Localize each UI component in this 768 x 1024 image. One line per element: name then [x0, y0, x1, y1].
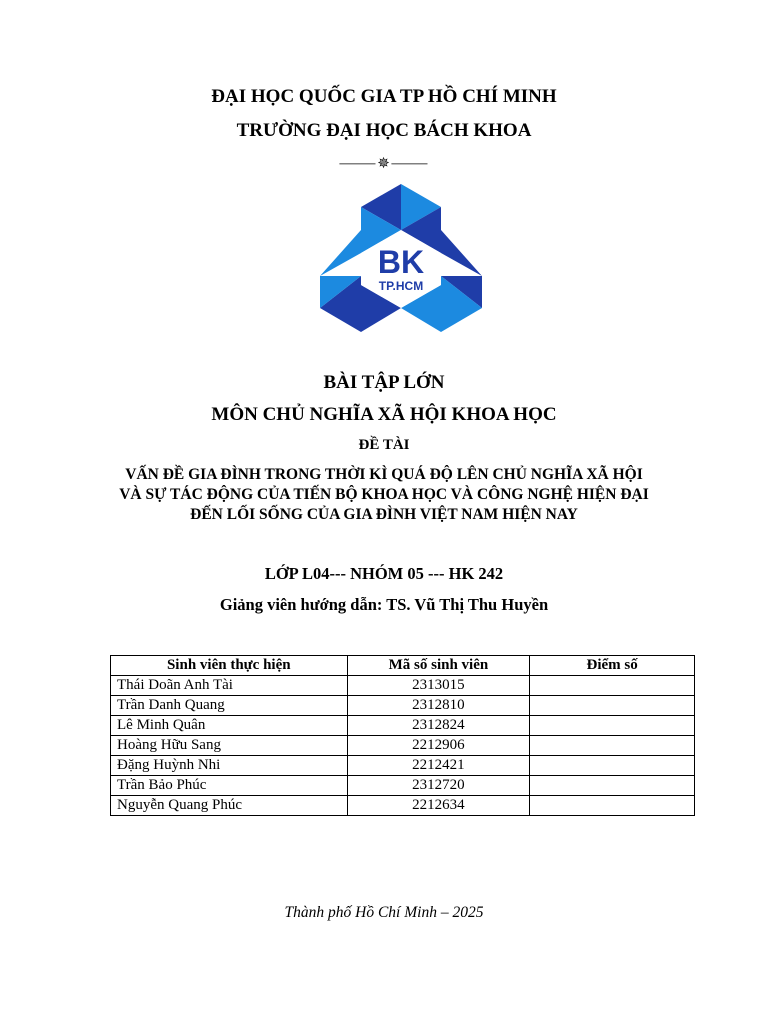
footer-location-year: Thành phố Hồ Chí Minh – 2025 — [284, 904, 484, 921]
header-score: Điểm số — [530, 656, 695, 676]
table-row — [111, 776, 695, 796]
table-row — [111, 676, 695, 696]
topic-label: ĐỀ TÀI — [358, 437, 410, 453]
student-score — [530, 756, 695, 776]
bk-logo — [320, 184, 482, 332]
student-name: Thái Doãn Anh Tài — [111, 676, 348, 696]
student-id: 2312720 — [347, 776, 530, 796]
ornament-divider: ⸻✵⸻ — [338, 156, 430, 172]
student-id: 2212906 — [347, 736, 530, 756]
student-table — [110, 655, 695, 816]
table-row — [111, 696, 695, 716]
table-row — [111, 796, 695, 816]
student-name: Nguyễn Quang Phúc — [111, 796, 348, 816]
student-name: Hoàng Hữu Sang — [111, 736, 348, 756]
subject-title: MÔN CHỦ NGHĨA XÃ HỘI KHOA HỌC — [211, 404, 557, 425]
logo-text-tphcm: TP.HCM — [378, 279, 424, 293]
student-id: 2312824 — [347, 716, 530, 736]
student-id: 2312810 — [347, 696, 530, 716]
topic-line: VÀ SỰ TÁC ĐỘNG CỦA TIẾN BỘ KHOA HỌC VÀ CÔNG NGHỆ HIỆN ĐẠI — [119, 486, 649, 503]
student-score — [530, 736, 695, 756]
student-id: 2212421 — [347, 756, 530, 776]
student-name: Trần Danh Quang — [111, 696, 348, 716]
university-name: ĐẠI HỌC QUỐC GIA TP HỒ CHÍ MINH — [211, 86, 557, 107]
student-score — [530, 676, 695, 696]
logo-triangle-far-right-top — [441, 230, 482, 276]
advisor-info: Giảng viên hướng dẫn: TS. Vũ Thị Thu Huyền — [219, 595, 549, 614]
logo-triangle-far-left-top — [320, 230, 361, 276]
student-score — [530, 776, 695, 796]
student-id: 2313015 — [347, 676, 530, 696]
header-student-id: Mã số sinh viên — [347, 656, 530, 676]
student-name: Lê Minh Quân — [111, 716, 348, 736]
table-row — [111, 716, 695, 736]
student-name: Trần Bảo Phúc — [111, 776, 348, 796]
student-score — [530, 716, 695, 736]
table-header-row — [111, 656, 695, 676]
student-score — [530, 696, 695, 716]
table-row — [111, 756, 695, 776]
student-score — [530, 796, 695, 816]
school-name: TRƯỜNG ĐẠI HỌC BÁCH KHOA — [236, 120, 532, 141]
student-name: Đặng Huỳnh Nhi — [111, 756, 348, 776]
topic-title — [0, 465, 768, 525]
project-type: BÀI TẬP LỚN — [323, 372, 445, 393]
header-student: Sinh viên thực hiện — [111, 656, 348, 676]
logo-text-bk: BK — [377, 244, 425, 280]
student-id: 2212634 — [347, 796, 530, 816]
topic-line: ĐẾN LỐI SỐNG CỦA GIA ĐÌNH VIỆT NAM HIỆN NAY — [190, 506, 578, 523]
topic-line: VẤN ĐỀ GIA ĐÌNH TRONG THỜI KÌ QUÁ ĐỘ LÊN CHỦ NGHĨA XÃ HỘI — [125, 466, 643, 483]
table-row — [111, 736, 695, 756]
class-info: LỚP L04--- NHÓM 05 --- HK 242 — [264, 564, 504, 583]
